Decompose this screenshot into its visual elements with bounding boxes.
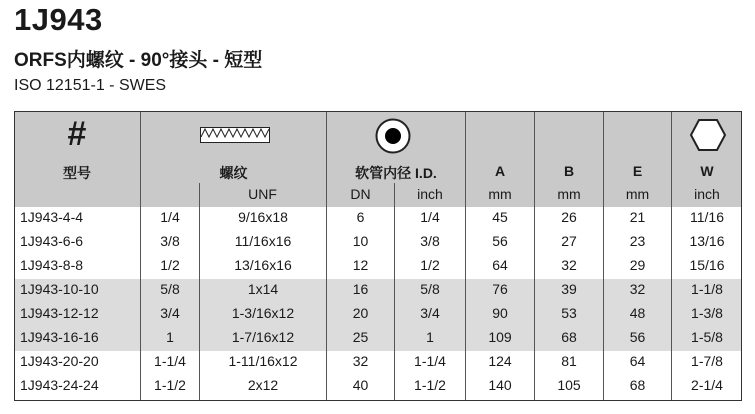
hose-inch-cell: 1/4 [420,209,440,225]
hose-dn-cell: 32 [352,353,369,369]
product-subtitle: ORFS内螺纹 - 90°接头 - 短型 [14,50,263,71]
size-cell: 1-1/4 [154,353,186,369]
hex-nut-icon [690,119,726,151]
hose-inch-cell: 3/4 [420,305,440,321]
hose-inch-cell: 3/8 [420,233,440,249]
a-cell: 56 [492,233,508,249]
b-cell: 81 [561,353,577,369]
b-cell: 27 [561,233,577,249]
size-cell: 1/2 [160,257,180,273]
thread-cell: 1x14 [247,281,279,297]
hose-dn-cell: 40 [352,377,369,393]
e-cell: 23 [629,233,646,249]
a-cell: 45 [492,209,508,225]
w-cell: 1-1/8 [691,281,723,297]
a-cell: 90 [492,305,508,321]
size-cell: 1/4 [160,209,180,225]
hose-dn-cell: 25 [352,329,369,345]
b-header: B [563,163,575,179]
w-unit: inch [694,186,720,202]
a-cell: 76 [492,281,508,297]
b-unit: mm [557,186,581,202]
thread-cell: 9/16x18 [238,209,288,225]
e-unit: mm [625,186,650,202]
e-cell: 21 [629,209,646,225]
hose-dn-cell: 12 [352,257,369,273]
w-cell: 1-3/8 [691,305,723,321]
hose-inch-cell: 1 [426,329,434,345]
thread-cell: 1-7/16x12 [231,329,295,345]
size-cell: 1-1/2 [154,377,186,393]
thread-cell: 1-3/16x12 [231,305,295,321]
a-cell: 109 [488,329,512,345]
thread-cell: 13/16x16 [234,257,292,273]
a-cell: 64 [492,257,508,273]
model-header: 型号 [63,165,91,181]
spec-table [14,111,742,401]
product-standard: ISO 12151-1 - SWES [14,77,167,94]
a-cell: 124 [488,353,512,369]
thread-unit: UNF [248,186,277,202]
b-cell: 105 [557,377,581,393]
model-cell: 1J943-12-12 [20,305,99,321]
e-header: E [632,163,643,179]
hose-dn-cell: 10 [352,233,369,249]
w-cell: 1-7/8 [691,353,723,369]
e-cell: 64 [629,353,646,369]
hose-cross-section-icon [375,118,411,154]
e-cell: 29 [629,257,646,273]
hose-dn-unit: DN [350,186,371,202]
b-cell: 26 [561,209,577,225]
w-header: W [700,163,714,179]
b-cell: 53 [561,305,577,321]
model-cell: 1J943-4-4 [20,209,84,225]
hose-inch-cell: 1/2 [420,257,440,273]
size-cell: 1 [166,329,174,345]
e-cell: 48 [629,305,646,321]
w-cell: 11/16 [690,209,724,225]
e-cell: 32 [629,281,646,297]
hose-dn-cell: 16 [352,281,369,297]
b-cell: 32 [561,257,577,273]
product-code: 1J943 [14,2,103,37]
model-cell: 1J943-6-6 [20,233,84,249]
model-cell: 1J943-10-10 [20,281,99,297]
thread-header: 螺纹 [219,165,248,181]
a-cell: 140 [488,377,512,393]
hose-dn-cell: 20 [352,305,369,321]
size-cell: 3/4 [160,305,180,321]
e-cell: 56 [629,329,646,345]
w-cell: 2-1/4 [691,377,723,393]
model-cell: 1J943-24-24 [20,377,99,393]
thread-cell: 1-11/16x12 [228,353,298,369]
thread-cell: 11/16x16 [234,233,292,249]
hose-id-header: 软管内径 I.D. [355,165,437,181]
hose-dn-cell: 6 [356,209,365,225]
size-cell: 3/8 [160,233,180,249]
hash-symbol: # [67,115,87,153]
model-cell: 1J943-8-8 [20,257,84,273]
size-cell: 5/8 [160,281,180,297]
hose-inch-cell: 1-1/4 [414,353,446,369]
b-cell: 39 [561,281,577,297]
e-cell: 68 [629,377,646,393]
w-cell: 15/16 [689,257,725,273]
w-cell: 1-5/8 [691,329,723,345]
model-cell: 1J943-20-20 [20,353,99,369]
thread-profile-icon [200,127,270,143]
b-cell: 68 [561,329,577,345]
w-cell: 13/16 [689,233,725,249]
a-header: A [494,163,506,179]
hose-inch-cell: 5/8 [420,281,440,297]
thread-cell: 2x12 [247,377,279,393]
model-cell: 1J943-16-16 [20,329,99,345]
hose-inch-unit: inch [417,186,443,202]
hose-inch-cell: 1-1/2 [414,377,446,393]
a-unit: mm [488,186,512,202]
